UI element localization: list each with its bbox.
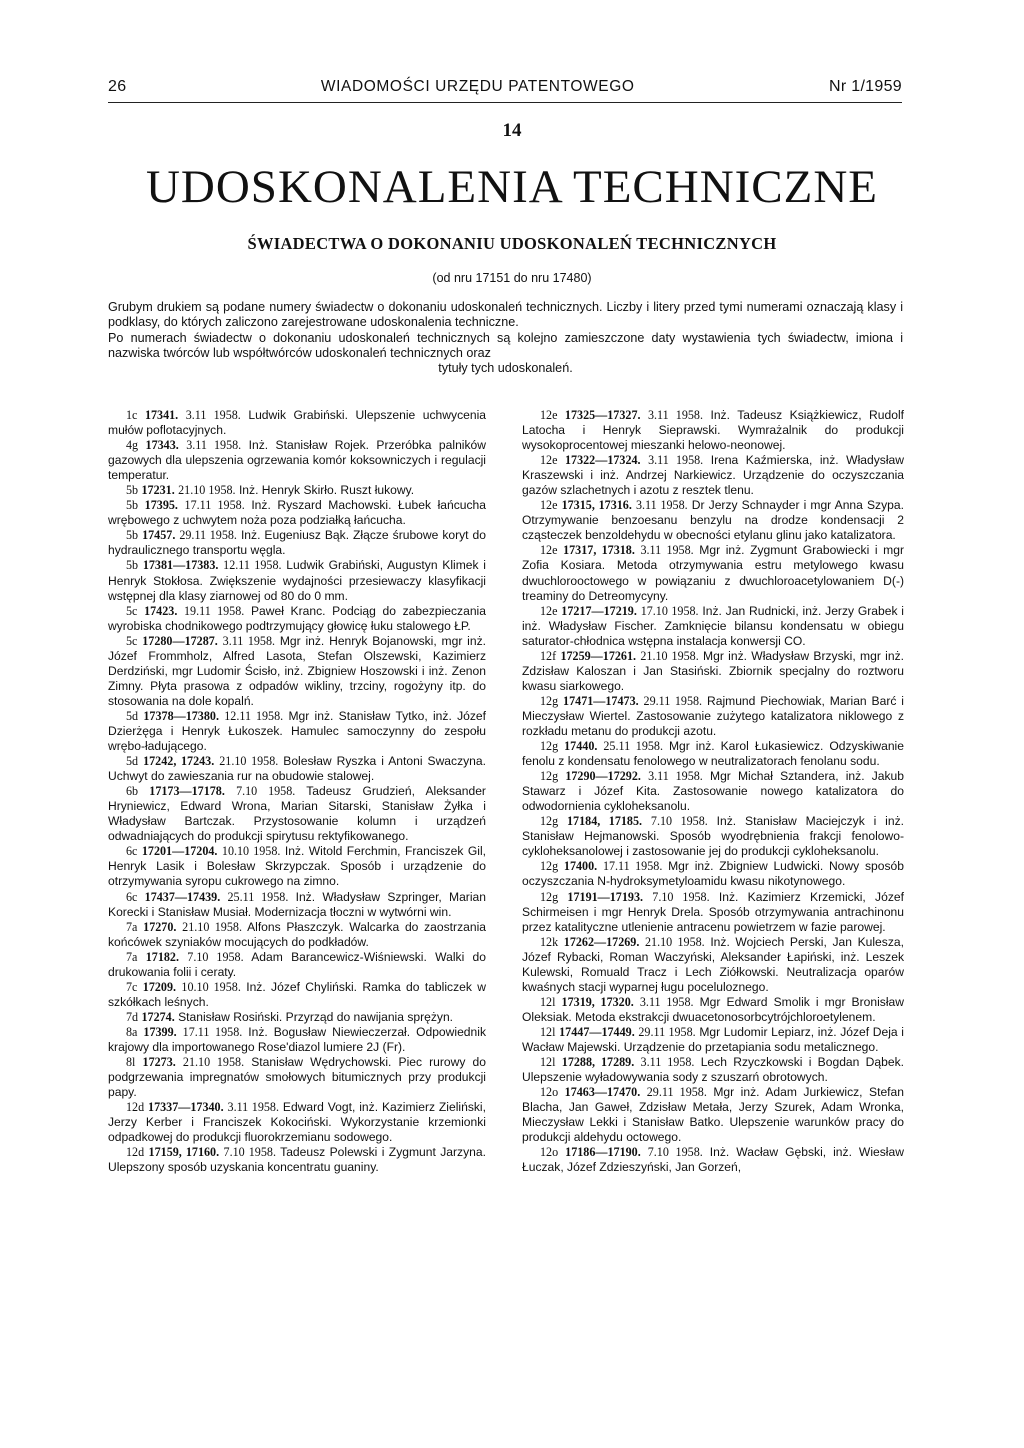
entry-class: 12g bbox=[540, 814, 559, 829]
entry-date: 3.11 1958. bbox=[640, 1055, 695, 1070]
certificate-number: 17182. bbox=[145, 949, 179, 964]
certificate-number: 17201—17204. bbox=[141, 844, 218, 859]
entry-text: Mgr inż. Stanisław Tytko, inż. Józef Dzierżęga i Henryk Łukoszek. Hamulec samoczynny do zespołu wrębo-ładującego. bbox=[108, 708, 486, 754]
certificate-number: 17209. bbox=[142, 979, 177, 994]
entry-text: Bolesław Ryszka i Antoni Swaczyna. Uchwyt do zawieszania rur na obudowie stalowej. bbox=[108, 754, 486, 784]
entry-date: 7.10 1958. bbox=[652, 889, 710, 904]
list-item bbox=[522, 995, 904, 1025]
entry-class: 8a bbox=[126, 1024, 138, 1039]
entry-date: 17.11 1958. bbox=[184, 498, 245, 513]
list-item bbox=[108, 498, 486, 528]
list-item bbox=[522, 859, 904, 889]
list-item bbox=[522, 769, 904, 814]
issue-number: Nr 1/1959 bbox=[829, 78, 902, 95]
list-item bbox=[522, 453, 904, 498]
certificate-number: 17280—17287. bbox=[142, 633, 218, 648]
entry-text: Inż. Wojciech Perski, Jan Kulesza, Józef Rybacki, Roman Waczyński, Aleksander Łapiński, inż. Leszek Kulewski, Romuald Tracz i Lech Ziółkowski. Neutralizacja oparów kwaśnych stacji wyparnej ługu poceluloznego. bbox=[522, 934, 904, 994]
intro-text-1: Grubym drukiem są podane numery świadectw o dokonaniu udoskonaleń technicznych. Liczby i litery przed tymi numerami oznaczają klasy i podklasy, do których zaliczono zarejestrowane udoskonalenia techniczne. bbox=[108, 300, 903, 330]
list-item bbox=[108, 754, 486, 784]
certificate-number: 17337—17340. bbox=[148, 1100, 224, 1115]
list-item bbox=[522, 649, 904, 694]
entry-class: 6c bbox=[126, 844, 138, 859]
entry-text: Mgr Edward Smolik i mgr Bronisław Oleksiak. Metoda ekstrakcji dwuacetonosorbcytrójchloroetylenem. bbox=[522, 994, 904, 1024]
entry-date: 10.10 1958. bbox=[221, 844, 281, 859]
entry-date: 7.10 1958. bbox=[187, 949, 244, 964]
entry-class: 12e bbox=[540, 603, 558, 618]
list-item bbox=[108, 950, 486, 980]
entry-text: Stanisław Wędrychowski. Piec rurowy do podgrzewania impregnatów smołowych bitumicznych przy produkcji papy. bbox=[108, 1055, 486, 1100]
entry-text: Paweł Kranc. Podciąg do zabezpieczania wyrobiska chodnikowego podtrzymujący głowicę łuku stalowego ŁP. bbox=[108, 603, 486, 633]
entry-date: 3.11 1958. bbox=[648, 453, 704, 468]
list-item bbox=[108, 483, 486, 498]
entry-class: 12g bbox=[540, 739, 559, 754]
entry-class: 12e bbox=[540, 453, 558, 468]
entry-text: Inż. Witold Ferchmin, Franciszek Gil, Henryk Lasik i Bolesław Skrzypczak. Sposób i urządzenie do otrzymywania syropu cukrowego na zimno. bbox=[108, 844, 486, 889]
entry-class: 12g bbox=[540, 769, 559, 784]
entry-text: Inż. Józef Chyliński. Ramka do tabliczek w szkółkach leśnych. bbox=[108, 979, 486, 1009]
certificate-number: 17322—17324. bbox=[564, 453, 641, 468]
certificate-number: 17378—17380. bbox=[143, 708, 219, 723]
entry-text: Inż. Stanisław Rojek. Przeróbka palników gazowych dla ulepszenia ogrzewania komór koksowniczych i regulacji temperatur. bbox=[108, 438, 486, 483]
list-item bbox=[108, 558, 486, 603]
entry-date: 29.11 1958. bbox=[638, 1024, 696, 1039]
list-item bbox=[108, 1145, 486, 1175]
entry-text: Ludwik Grabiński. Ulepszenie uchwycenia mułów poflotacyjnych. bbox=[108, 408, 486, 438]
entry-date: 3.11 1958. bbox=[222, 633, 276, 648]
entry-class: 5c bbox=[126, 633, 138, 648]
entry-text: Tadeusz Polewski i Zygmunt Jarzyna. Ulepszony sposób uzyskania koncentratu guaniny. bbox=[108, 1145, 486, 1175]
entry-date: 10.10 1958. bbox=[181, 979, 241, 994]
entry-date: 12.11 1958. bbox=[223, 558, 282, 573]
certificate-number: 17270. bbox=[143, 919, 177, 934]
entry-class: 5c bbox=[126, 603, 138, 618]
list-item bbox=[108, 528, 486, 558]
entry-text: Inż. Tadeusz Książkiewicz, Rudolf Latocha i Henryk Sieprawski. Wymrażalnik do produkcji wysokoprocentowej mieszanki helowo-neonowej. bbox=[522, 408, 904, 453]
certificate-number: 17315, 17316. bbox=[561, 498, 632, 513]
entry-class: 12e bbox=[540, 543, 558, 558]
left-column bbox=[108, 408, 486, 1175]
list-item bbox=[108, 1055, 486, 1100]
entry-date: 3.11 1958. bbox=[635, 498, 688, 513]
entry-class: 12g bbox=[540, 693, 559, 708]
certificate-number: 17217—17219. bbox=[561, 603, 637, 618]
entry-class: 12g bbox=[540, 889, 559, 904]
entry-date: 7.10 1958. bbox=[650, 814, 708, 829]
entry-text: Mgr inż. Henryk Bojanowski, mgr inż. Józef Frommholz, Alfred Lasota, Stefan Olszewski, Kazimierz Derdziński, mgr Ludomir Ścisło, inż. Zbigniew Hoszowski i inż. Zenon Zimny. Płyta prasowa z odpadów wikliny, trzciny, rogożyny itp. do stosowania na dole kopalń. bbox=[108, 633, 486, 708]
entry-class: 8l bbox=[126, 1055, 136, 1070]
list-item bbox=[108, 1025, 486, 1055]
certificate-number: 17440. bbox=[564, 739, 598, 754]
intro-paragraph bbox=[108, 300, 903, 376]
entry-date: 21.10 1958. bbox=[182, 1055, 245, 1070]
list-item bbox=[522, 1145, 904, 1175]
entry-text: Edward Vogt, inż. Kazimierz Zieliński, Jerzy Kerber i Franciszek Kokociński. Wykorzystanie krzemionki odpadkowej do produkcji fluorokrzemianu sodowego. bbox=[108, 1100, 486, 1145]
entry-text: Alfons Płaszczyk. Walcarka do zaostrzania końcówek szyniaków mocujących do podkładów. bbox=[108, 919, 486, 949]
certificate-number: 17159, 17160. bbox=[148, 1145, 220, 1160]
list-item bbox=[522, 543, 904, 603]
entry-class: 12l bbox=[540, 994, 556, 1009]
entry-text: Inż. Kazimierz Krzemicki, Józef Schirmeisen i mgr Henryk Drela. Sposób otrzymywania antrachinonu przez katalityczne utlenienie antracenu powietrzem w fazie parowej. bbox=[522, 889, 904, 934]
entry-text: Inż. Bogusław Niewieczerzał. Odpowiednik krajowy dla importowanego Rose'diazol lumiere 2J (Fr). bbox=[108, 1024, 486, 1054]
entry-date: 17.11 1958. bbox=[602, 859, 663, 874]
certificate-number: 17471—17473. bbox=[563, 693, 639, 708]
list-item bbox=[522, 935, 904, 995]
certificate-number: 17400. bbox=[563, 859, 598, 874]
entry-date: 21.10 1958. bbox=[640, 648, 699, 663]
certificate-number: 17381—17383. bbox=[142, 558, 219, 573]
entry-date: 21.10 1958. bbox=[219, 754, 279, 769]
entry-text: Inż. Henryk Skirło. Ruszt łukowy. bbox=[238, 483, 415, 498]
entry-text: Lech Rzyczkowski i Bogdan Dąbek. Ulepszenie wyładowywania sody z szuszarń obrotowych. bbox=[522, 1055, 904, 1085]
entry-class: 12o bbox=[540, 1145, 559, 1160]
list-item bbox=[108, 438, 486, 483]
certificate-number: 17319, 17320. bbox=[561, 994, 634, 1009]
certificate-number: 17399. bbox=[143, 1024, 177, 1039]
entry-date: 29.11 1958. bbox=[179, 528, 237, 543]
entry-text: Inż. Ryszard Machowski. Łubek łańcucha wrębowego z uchwytem noża poza podziałką łańcucha. bbox=[108, 498, 486, 528]
certificate-number: 17325—17327. bbox=[564, 408, 641, 422]
list-item bbox=[108, 784, 486, 844]
entry-class: 5b bbox=[126, 558, 139, 573]
certificate-number: 17231. bbox=[141, 483, 175, 498]
running-header bbox=[108, 66, 902, 103]
entry-date: 21.10 1958. bbox=[178, 483, 236, 498]
entry-text: Mgr inż. Adam Jurkiewicz, Stefan Blacha, Jan Gaweł, Zdzisław Metała, Jerzy Szurek, Adam Wronka, Mieczysław Lekki i Stanisław Batko. Ulepszenie warunków pracy do produkcji aldehydu octowego. bbox=[522, 1085, 904, 1145]
page-subtitle: ŚWIADECTWA O DOKONANIU UDOSKONALEŃ TECHNICZNYCH bbox=[247, 234, 777, 253]
entry-text: Inż. Władysław Szpringer, Marian Korecki i Stanisław Musiał. Modernizacja tłoczni w wytwórni win. bbox=[108, 889, 486, 919]
entry-text: Rajmund Piechowiak, Marian Barć i Mieczysław Wiertel. Zastosowanie zużytego katalizatora niklowego z rozkładu metanu do produkcji azotu. bbox=[522, 693, 904, 738]
list-item bbox=[108, 980, 486, 1010]
entry-text: Stanisław Rosiński. Przyrząd do nawijania sprężyn. bbox=[178, 1009, 454, 1024]
entry-date: 7.10 1958. bbox=[236, 784, 296, 799]
list-item bbox=[108, 1010, 486, 1025]
entry-class: 12o bbox=[540, 1085, 559, 1100]
entry-class: 12e bbox=[540, 498, 558, 513]
list-item bbox=[522, 604, 904, 649]
list-item bbox=[522, 814, 904, 859]
entry-date: 29.11 1958. bbox=[643, 693, 703, 708]
certificate-number: 17463—17470. bbox=[564, 1085, 641, 1100]
certificate-number: 17242, 17243. bbox=[143, 754, 215, 769]
entry-date: 7.10 1958. bbox=[647, 1145, 703, 1160]
entry-class: 7a bbox=[126, 949, 138, 964]
list-item bbox=[108, 1100, 486, 1145]
entry-class: 7d bbox=[126, 1009, 139, 1024]
number-range: (od nru 17151 do nru 17480) bbox=[432, 271, 592, 285]
certificate-number: 17423. bbox=[144, 603, 178, 618]
entry-class: 12l bbox=[540, 1024, 556, 1039]
certificate-number: 17290—17292. bbox=[565, 769, 641, 784]
entry-class: 6c bbox=[126, 889, 138, 904]
entry-text: Adam Barancewicz-Wiśniewski. Walki do drukowania folii i ceraty. bbox=[108, 949, 486, 979]
certificate-number: 17437—17439. bbox=[144, 889, 221, 904]
certificate-number: 17259—17261. bbox=[560, 648, 637, 663]
certificate-number: 17191—17193. bbox=[567, 889, 644, 904]
list-item bbox=[108, 709, 486, 754]
entry-text: Inż. Jan Rudnicki, inż. Jerzy Grabek i inż. Władysław Fischer. Zamknięcie bilansu kondensatu w obiegu saturator-chłodnica wstępna instalacja konwersji CO. bbox=[522, 603, 904, 648]
entry-class: 5b bbox=[126, 498, 139, 513]
entry-text: Mgr inż. Władysław Brzyski, mgr inż. Zdzisław Kaloszan i Jan Stasiński. Zbiornik specjalny do roztworu kwasu siarkowego. bbox=[522, 648, 904, 693]
entry-date: 3.11 1958. bbox=[186, 438, 242, 453]
entry-date: 7.10 1958. bbox=[223, 1145, 276, 1160]
entry-class: 12g bbox=[540, 859, 559, 874]
list-item bbox=[522, 1085, 904, 1145]
page-title: UDOSKONALENIA TECHNICZNE bbox=[145, 161, 878, 213]
certificate-number: 17343. bbox=[145, 438, 179, 453]
entry-class: 12f bbox=[540, 648, 557, 663]
list-item bbox=[522, 498, 904, 543]
entry-date: 25.11 1958. bbox=[603, 739, 663, 754]
list-item bbox=[522, 1025, 904, 1055]
certificate-number: 17274. bbox=[141, 1009, 175, 1024]
certificate-number: 17273. bbox=[142, 1055, 176, 1070]
entry-date: 21.10 1958. bbox=[644, 934, 705, 949]
list-item bbox=[522, 890, 904, 935]
entry-class: 6b bbox=[126, 784, 139, 799]
entry-text: Inż. Stanisław Maciejczyk i inż. Stanisław Hejmanowski. Sposób wyodrębnienia frakcji fenolowo-cykloheksanolowej i zastosowanie jej do produkcji cykloheksanolu. bbox=[522, 814, 904, 859]
list-item bbox=[108, 890, 486, 920]
certificate-number: 17288, 17289. bbox=[561, 1055, 635, 1070]
entry-text: Tadeusz Grudzień, Aleksander Hryniewicz, Edward Wrona, Marian Sitarski, Stanisław Żyłka i Władysław Bartczak. Przystosowanie kolumn i urządzeń odwadniających do produkcji spirytusu rektyfikowanego. bbox=[108, 784, 486, 844]
entry-class: 12k bbox=[540, 934, 559, 949]
entry-class: 5b bbox=[126, 483, 139, 498]
entry-class: 12e bbox=[540, 408, 558, 422]
journal-title: WIADOMOŚCI URZĘDU PATENTOWEGO bbox=[320, 78, 635, 95]
entry-text: Inż. Eugeniusz Bąk. Złącze śrubowe koryt do hydraulicznego transportu węgla. bbox=[108, 528, 486, 558]
intro-text-3: tytuły tych udoskonaleń. bbox=[438, 361, 573, 376]
entry-date: 19.11 1958. bbox=[184, 603, 245, 618]
certificate-number: 17317, 17318. bbox=[563, 543, 635, 558]
list-item bbox=[108, 408, 486, 438]
list-item bbox=[522, 408, 904, 453]
entry-class: 7a bbox=[126, 919, 138, 934]
entry-class: 5d bbox=[126, 708, 139, 723]
right-column bbox=[522, 408, 904, 1175]
entry-class: 1c bbox=[126, 408, 138, 422]
entry-text: Mgr inż. Zygmunt Grabowiecki i mgr Zofia Kosiara. Metoda otrzymywania estru metylowego kwasu dwuchlorooctowego w powiązaniu z dwuchloroacetylowaniem D(-) treaminy do Detreomycyny. bbox=[522, 543, 904, 603]
certificate-number: 17341. bbox=[144, 408, 179, 422]
list-item bbox=[522, 739, 904, 769]
entry-text: Mgr Michał Sztandera, inż. Jakub Stawarz i Józef Kita. Zastosowanie nowego katalizatora do odwodornienia cykloheksanolu. bbox=[522, 769, 904, 814]
list-item bbox=[108, 604, 486, 634]
entry-text: Mgr inż. Zbigniew Ludwicki. Nowy sposób oczyszczania N-hydroksymetyloamidu kwasu nikotynowego. bbox=[522, 859, 904, 889]
certificate-number: 17262—17269. bbox=[563, 934, 640, 949]
entry-date: 3.11 1958. bbox=[647, 408, 704, 422]
entry-date: 3.11 1958. bbox=[639, 994, 694, 1009]
entry-date: 21.10 1958. bbox=[182, 919, 242, 934]
certificate-number: 17173—17178. bbox=[149, 784, 225, 799]
entry-class: 5b bbox=[126, 528, 139, 543]
entry-date: 17.11 1958. bbox=[182, 1024, 243, 1039]
entry-text: Dr Jerzy Schnayder i mgr Anna Szypa. Otrzymywanie benzoesanu benzylu na drodze kondensacji 2 cząsteczek benzoldehydu w obecności etylanu glinu jako katalizatora. bbox=[522, 498, 904, 543]
entry-class: 12d bbox=[126, 1145, 145, 1160]
entry-class: 4g bbox=[126, 438, 139, 453]
certificate-number: 17395. bbox=[144, 498, 178, 513]
entry-text: Irena Kaźmierska, inż. Władysław Kraszewski i inż. Andrzej Narkiewicz. Urządzenie do oczyszczania gazów szlachetnych i azotu z resztek tlenu. bbox=[522, 453, 904, 498]
list-item bbox=[522, 694, 904, 739]
list-item bbox=[108, 634, 486, 709]
entry-text: Inż. Wacław Gębski, inż. Wiesław Łuczak, Józef Zdzieszyński, Jan Gorzeń, bbox=[522, 1145, 904, 1175]
list-item bbox=[522, 1055, 904, 1085]
list-item bbox=[108, 920, 486, 950]
entry-date: 3.11 1958. bbox=[640, 543, 694, 558]
entry-date: 3.11 1958. bbox=[227, 1100, 279, 1115]
list-item bbox=[108, 844, 486, 889]
page-number: 26 bbox=[108, 78, 127, 95]
certificate-number: 17184, 17185. bbox=[567, 814, 643, 829]
entry-class: 12d bbox=[126, 1100, 145, 1115]
certificate-number: 17457. bbox=[142, 528, 176, 543]
entry-date: 12.11 1958. bbox=[224, 708, 284, 723]
entry-text: Mgr Ludomir Lepiarz, inż. Józef Deja i Wacław Majewski. Urządzenie do przetapiania sodu metalicznego. bbox=[522, 1024, 904, 1054]
entry-text: Ludwik Grabiński, Augustyn Klimek i Henryk Stokłosa. Zwiększenie wydajności przesiewaczy klasyfikacji wstępnej dla klasy ziarnowej od 80 do 0 mm. bbox=[108, 558, 486, 603]
certificate-number: 17186—17190. bbox=[565, 1145, 641, 1160]
entry-class: 5d bbox=[126, 754, 139, 769]
certificate-number: 17447—17449. bbox=[559, 1024, 635, 1039]
entry-class: 12l bbox=[540, 1055, 556, 1070]
entry-date: 17.10 1958. bbox=[640, 603, 699, 618]
entry-date: 3.11 1958. bbox=[185, 408, 241, 422]
entry-text: Mgr inż. Karol Łukasiewicz. Odzyskiwanie fenolu z kondensatu fenolowego w neutralizatorach fenolanu sodu. bbox=[522, 739, 904, 769]
entry-class: 7c bbox=[126, 979, 138, 994]
section-number: 14 bbox=[502, 120, 522, 141]
intro-text-2: Po numerach świadectw o dokonaniu udoskonaleń technicznych są kolejno zamieszczone daty wystawienia tych świadectw, imiona i nazwiska twórców lub współtwórców udoskonaleń technicznych oraz bbox=[108, 330, 903, 360]
entry-date: 3.11 1958. bbox=[648, 769, 703, 784]
entry-date: 25.11 1958. bbox=[227, 889, 289, 904]
entry-date: 29.11 1958. bbox=[646, 1085, 707, 1100]
